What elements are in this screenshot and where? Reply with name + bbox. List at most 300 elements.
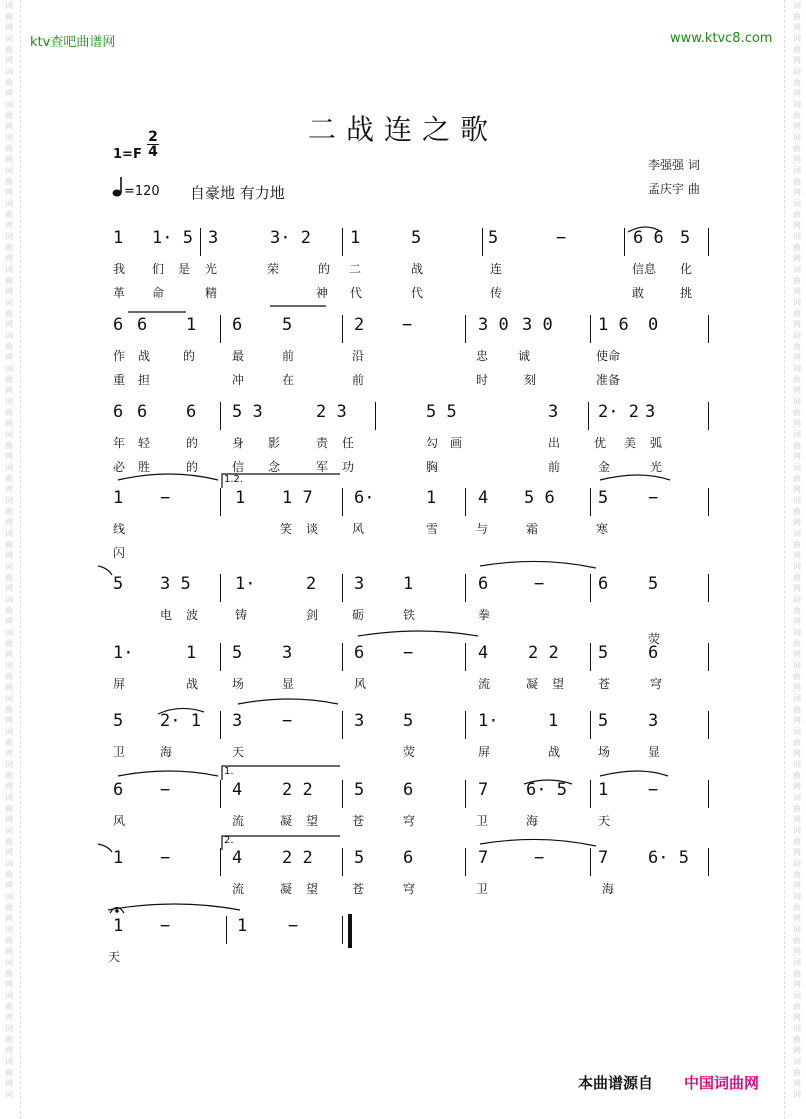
lyric-verse-1: 二: [349, 262, 362, 276]
watermark-char: 词: [793, 958, 801, 967]
watermark-char: 网: [5, 485, 13, 494]
watermark-char: 词: [793, 793, 801, 802]
lyric-verse-1: 霜: [526, 522, 539, 536]
watermark-char: 词: [793, 694, 801, 703]
watermark-char: 网: [793, 584, 801, 593]
note: 6: [232, 315, 243, 335]
watermark-char: 网: [793, 221, 801, 230]
lyric-verse-1: 剑: [306, 608, 319, 622]
watermark-char: 曲: [793, 1035, 801, 1044]
note: 1: [113, 916, 124, 936]
lyric-verse-2: 代: [350, 286, 363, 300]
lyric-verse-2: 代: [411, 286, 424, 300]
lyric-verse-1: 连: [490, 262, 503, 276]
watermark-char: 词: [793, 1090, 801, 1099]
lyric-verse-2: 念: [268, 460, 281, 474]
watermark-char: 曲: [5, 1002, 13, 1011]
watermark-char: 词: [793, 265, 801, 274]
lyric-verse-1: 风: [354, 677, 367, 691]
watermark-char: 网: [5, 254, 13, 263]
note: 5: [411, 228, 422, 248]
note: 5: [282, 315, 293, 335]
barline: [590, 574, 591, 602]
lyric-verse-2: 在: [282, 373, 295, 387]
note: 6· 5: [648, 848, 689, 868]
note: 4: [478, 643, 489, 663]
lyric-verse-2: 金: [598, 460, 611, 474]
lyric-verse-1: 是: [178, 262, 191, 276]
barline: [465, 315, 466, 343]
note: 6: [113, 402, 124, 422]
lyric-verse-2: 胜: [138, 460, 151, 474]
right-border-dash: [784, 0, 785, 1119]
lyric-verse-1: 波: [186, 608, 199, 622]
note: 1: [235, 488, 246, 508]
watermark-char: 曲: [793, 738, 801, 747]
watermark-char: 曲: [5, 12, 13, 21]
note: 1: [113, 488, 124, 508]
note: 5: [598, 711, 609, 731]
lyric-verse-1: 流: [478, 677, 491, 691]
lyric-verse-2: 荧: [648, 632, 661, 646]
note: 1: [403, 574, 414, 594]
lyric-verse-1: 任: [342, 436, 355, 450]
note: 3: [232, 711, 243, 731]
note: 7: [478, 848, 489, 868]
barline: [342, 711, 343, 739]
lyricist-credit: 李强强 词: [648, 158, 700, 172]
watermark-char: 词: [793, 331, 801, 340]
lyric-verse-1: 显: [282, 677, 295, 691]
note: 3: [548, 402, 559, 422]
lyric-verse-1: 望: [306, 814, 319, 828]
watermark-char: 网: [5, 914, 13, 923]
watermark-char: 曲: [793, 1068, 801, 1077]
barline: [226, 916, 227, 944]
barline: [375, 402, 376, 430]
note: −: [288, 916, 299, 936]
site-left-label[interactable]: ktv查吧曲谱网: [30, 35, 116, 50]
lyric-verse-1: 与: [476, 522, 489, 536]
watermark-char: 曲: [5, 804, 13, 813]
watermark-char: 曲: [5, 639, 13, 648]
expression-mark: 自豪地 有力地: [190, 184, 285, 202]
barline: [482, 228, 483, 256]
watermark-char: 曲: [793, 78, 801, 87]
lyric-verse-1: 天: [232, 745, 245, 759]
note: 6: [403, 780, 414, 800]
watermark-char: 词: [5, 265, 13, 274]
watermark-char: 网: [5, 1046, 13, 1055]
watermark-char: 词: [793, 826, 801, 835]
slur: [358, 631, 478, 636]
barline: [342, 574, 343, 602]
note: 5: [354, 780, 365, 800]
watermark-char: 词: [5, 859, 13, 868]
watermark-char: 曲: [793, 1002, 801, 1011]
note: 1: [350, 228, 361, 248]
watermark-char: 词: [5, 496, 13, 505]
note: −: [160, 488, 171, 508]
note: 1: [548, 711, 559, 731]
watermark-char: 词: [793, 727, 801, 736]
note: 5: [648, 574, 659, 594]
watermark-char: 网: [5, 584, 13, 593]
barline: [342, 780, 343, 808]
watermark-char: 曲: [793, 111, 801, 120]
lyric-verse-1: 的: [183, 349, 196, 363]
watermark-char: 曲: [5, 276, 13, 285]
watermark-char: 网: [793, 89, 801, 98]
watermark-char: 曲: [5, 177, 13, 186]
watermark-char: 网: [793, 881, 801, 890]
watermark-char: 曲: [793, 342, 801, 351]
lyric-verse-1: 雪: [426, 522, 439, 536]
lyric-verse-1: 卫: [476, 882, 489, 896]
watermark-char: 词: [5, 397, 13, 406]
watermark-char: 网: [793, 320, 801, 329]
barline: [590, 315, 591, 343]
watermark-char: 词: [5, 364, 13, 373]
watermark-char: 词: [5, 430, 13, 439]
watermark-char: 词: [793, 430, 801, 439]
lyric-verse-2: 神: [316, 286, 329, 300]
watermark-char: 网: [793, 188, 801, 197]
watermark-char: 曲: [5, 1068, 13, 1077]
lyric-verse-1: 们: [152, 262, 165, 276]
slur: [108, 904, 240, 910]
watermark-char: 网: [793, 452, 801, 461]
watermark-char: 曲: [793, 408, 801, 417]
watermark-char: 曲: [5, 606, 13, 615]
watermark-char: 曲: [5, 672, 13, 681]
note: 2: [354, 315, 365, 335]
watermark-char: 词: [5, 166, 13, 175]
note: 2 3: [316, 402, 347, 422]
lyric-verse-2: 重: [113, 373, 126, 387]
watermark-char: 曲: [5, 45, 13, 54]
watermark-char: 网: [793, 287, 801, 296]
watermark-char: 网: [5, 287, 13, 296]
watermark-char: 曲: [5, 771, 13, 780]
barline: [708, 848, 709, 876]
watermark-char: 词: [5, 694, 13, 703]
watermark-char: 曲: [5, 309, 13, 318]
lyric-verse-2: 命: [152, 286, 165, 300]
note: 5: [113, 574, 124, 594]
watermark-char: 曲: [793, 375, 801, 384]
final-barline: [348, 914, 352, 948]
right-watermark: [790, 0, 804, 1119]
lyric-verse-1: 战: [186, 677, 199, 691]
note: 1 7: [282, 488, 313, 508]
note: 4: [232, 780, 243, 800]
barline: [465, 488, 466, 516]
note: −: [556, 228, 567, 248]
note: 6: [354, 643, 365, 663]
watermark-char: 网: [793, 254, 801, 263]
watermark-char: 曲: [5, 903, 13, 912]
watermark-char: 曲: [5, 1035, 13, 1044]
barline: [220, 643, 221, 671]
barline: [708, 711, 709, 739]
watermark-char: 网: [5, 353, 13, 362]
note: −: [402, 315, 413, 335]
lyric-verse-2: 敢: [632, 286, 645, 300]
lyric-verse-1: 轻: [138, 436, 151, 450]
watermark-char: 词: [793, 1024, 801, 1033]
volta-second-ending: 1.: [224, 766, 234, 777]
left-border-dash: [20, 0, 21, 1119]
watermark-char: 网: [5, 716, 13, 725]
note: 6 6: [633, 228, 664, 248]
note: 3: [282, 643, 293, 663]
lyric-verse-1: 谈: [306, 522, 319, 536]
note: 5: [598, 643, 609, 663]
lyric-verse-1: 战: [548, 745, 561, 759]
lyric-verse-1: 画: [450, 436, 463, 450]
lyric-verse-1: 信息: [632, 262, 657, 276]
watermark-char: 曲: [793, 474, 801, 483]
site-right-label[interactable]: www.ktvc8.com: [670, 31, 773, 46]
watermark-char: 词: [793, 562, 801, 571]
watermark-char: 曲: [793, 837, 801, 846]
time-signature: [147, 130, 159, 159]
note: −: [534, 848, 545, 868]
barline: [590, 711, 591, 739]
watermark-char: 词: [5, 298, 13, 307]
watermark-char: 网: [793, 815, 801, 824]
watermark-char: 词: [793, 892, 801, 901]
lyric-verse-1: 天: [598, 814, 611, 828]
footer-site-link[interactable]: 中国词曲网: [684, 1074, 760, 1092]
lyric-verse-2: 必: [113, 460, 126, 474]
watermark-char: 网: [793, 749, 801, 758]
watermark-char: 曲: [793, 804, 801, 813]
note: −: [648, 780, 659, 800]
watermark-char: 曲: [793, 309, 801, 318]
watermark-char: 网: [793, 518, 801, 527]
watermark-char: 曲: [793, 969, 801, 978]
note: 7: [598, 848, 609, 868]
watermark-char: 曲: [5, 573, 13, 582]
lyric-verse-1: 沿: [352, 349, 365, 363]
barline: [708, 228, 709, 256]
watermark-char: 曲: [793, 903, 801, 912]
note: 2: [306, 574, 317, 594]
barline: [342, 643, 343, 671]
watermark-char: 网: [793, 947, 801, 956]
watermark-char: 词: [5, 529, 13, 538]
watermark-char: 网: [5, 749, 13, 758]
watermark-char: 词: [793, 199, 801, 208]
lyric-verse-1: 勾: [426, 436, 439, 450]
watermark-char: 网: [793, 617, 801, 626]
lyric-verse-1: 海: [526, 814, 539, 828]
watermark-char: 网: [5, 221, 13, 230]
note: −: [282, 711, 293, 731]
lyric-verse-1: 优: [594, 436, 607, 450]
barline: [220, 402, 221, 430]
note: 1: [598, 780, 609, 800]
watermark-char: 网: [793, 1046, 801, 1055]
watermark-char: 网: [5, 848, 13, 857]
watermark-char: 网: [5, 452, 13, 461]
barline: [708, 643, 709, 671]
lyric-verse-1: 场: [598, 745, 611, 759]
fermata-icon: [110, 908, 124, 914]
watermark-char: 曲: [5, 144, 13, 153]
lyric-verse-2: 挑: [680, 286, 693, 300]
lyric-verse-1: 天: [108, 950, 121, 964]
watermark-char: 网: [793, 56, 801, 65]
lyric-verse-2: 的: [186, 460, 199, 474]
lyric-verse-1: 身: [232, 436, 245, 450]
watermark-char: 网: [793, 353, 801, 362]
slur: [238, 699, 338, 704]
slur: [600, 771, 668, 776]
note: −: [403, 643, 414, 663]
lyric-verse-1: 望: [306, 882, 319, 896]
tempo-value: =120: [124, 184, 160, 199]
watermark-char: 曲: [5, 540, 13, 549]
lyric-verse-1: 穹: [650, 677, 663, 691]
note: 1: [426, 488, 437, 508]
watermark-char: 词: [793, 529, 801, 538]
watermark-char: 词: [793, 925, 801, 934]
watermark-char: 词: [793, 628, 801, 637]
lyric-verse-1: 风: [113, 814, 126, 828]
watermark-char: 词: [793, 298, 801, 307]
watermark-char: 词: [5, 595, 13, 604]
lyric-verse-1: 光: [205, 262, 218, 276]
slur: [480, 839, 596, 846]
watermark-char: 网: [793, 716, 801, 725]
song-title: 二战连之歌: [307, 113, 498, 146]
composer-credit: 孟庆宇 曲: [648, 182, 700, 196]
watermark-char: 词: [5, 331, 13, 340]
lyric-verse-1: 拳: [478, 608, 491, 622]
watermark-char: 网: [5, 419, 13, 428]
note: 2· 1: [160, 711, 201, 731]
watermark-char: 词: [793, 991, 801, 1000]
note: 1: [113, 228, 124, 248]
watermark-char: 曲: [793, 276, 801, 285]
lyric-verse-2: 传: [490, 286, 503, 300]
watermark-char: 曲: [793, 639, 801, 648]
barline: [465, 711, 466, 739]
watermark-char: 词: [5, 1, 13, 10]
note: 6: [478, 574, 489, 594]
watermark-char: 词: [5, 562, 13, 571]
note: 3 0: [478, 315, 509, 335]
watermark-char: 网: [793, 650, 801, 659]
watermark-char: 网: [5, 188, 13, 197]
barline: [220, 711, 221, 739]
note: 3: [354, 711, 365, 731]
barline: [465, 780, 466, 808]
note: 3 5: [160, 574, 191, 594]
note: 3: [208, 228, 219, 248]
footer-source-label: 本曲谱源自: [578, 1074, 654, 1092]
time-sig-bottom: 4: [148, 144, 158, 160]
lyric-verse-2: 胸: [426, 460, 439, 474]
watermark-char: 词: [793, 463, 801, 472]
lyric-verse-1: 海: [602, 882, 615, 896]
watermark-char: 网: [793, 1079, 801, 1088]
note: 1·: [235, 574, 256, 594]
lyric-verse-1: 线: [113, 522, 126, 536]
watermark-char: 曲: [793, 672, 801, 681]
watermark-char: 曲: [5, 111, 13, 120]
watermark-char: 词: [793, 661, 801, 670]
note: 6: [137, 402, 148, 422]
watermark-char: 曲: [793, 540, 801, 549]
watermark-char: 词: [793, 1, 801, 10]
watermark-char: 词: [5, 793, 13, 802]
lyric-verse-1: 年: [113, 436, 126, 450]
watermark-char: 网: [793, 683, 801, 692]
watermark-char: 网: [5, 56, 13, 65]
watermark-char: 网: [5, 518, 13, 527]
note: 1: [113, 848, 124, 868]
lyric-verse-1: 出: [548, 436, 561, 450]
barline: [200, 228, 201, 256]
watermark-char: 曲: [793, 870, 801, 879]
lyric-verse-2: 闪: [113, 546, 126, 560]
note: 5 6: [524, 488, 555, 508]
note: 6: [186, 402, 197, 422]
lyric-verse-1: 流: [232, 882, 245, 896]
watermark-char: 词: [793, 166, 801, 175]
note: 6: [137, 315, 148, 335]
watermark-char: 曲: [5, 441, 13, 450]
watermark-char: 曲: [5, 243, 13, 252]
lyric-verse-1: 卫: [113, 745, 126, 759]
watermark-char: 网: [5, 617, 13, 626]
watermark-char: 曲: [793, 45, 801, 54]
lyric-verse-1: 弧: [650, 436, 663, 450]
note: 1: [237, 916, 248, 936]
lyric-verse-1: 荣: [267, 262, 280, 276]
left-watermark: [2, 0, 16, 1119]
watermark-char: 词: [5, 991, 13, 1000]
watermark-char: 网: [793, 980, 801, 989]
watermark-char: 词: [793, 496, 801, 505]
watermark-char: 曲: [5, 474, 13, 483]
watermark-char: 曲: [793, 144, 801, 153]
watermark-char: 网: [793, 419, 801, 428]
watermark-char: 网: [5, 155, 13, 164]
note: −: [648, 488, 659, 508]
barline: [588, 402, 589, 430]
time-sig-top: 2: [148, 129, 158, 145]
watermark-char: 词: [5, 727, 13, 736]
watermark-char: 网: [793, 551, 801, 560]
watermark-char: 网: [793, 914, 801, 923]
barline: [708, 780, 709, 808]
watermark-char: 词: [793, 760, 801, 769]
note: 4: [232, 848, 243, 868]
key-signature: 1=F: [113, 147, 142, 162]
watermark-char: 曲: [5, 705, 13, 714]
lyric-verse-1: 忠: [476, 349, 489, 363]
watermark-char: 网: [793, 782, 801, 791]
note: 1: [186, 643, 197, 663]
lyric-verse-1: 影: [268, 436, 281, 450]
watermark-char: 曲: [793, 705, 801, 714]
note: 5: [403, 711, 414, 731]
